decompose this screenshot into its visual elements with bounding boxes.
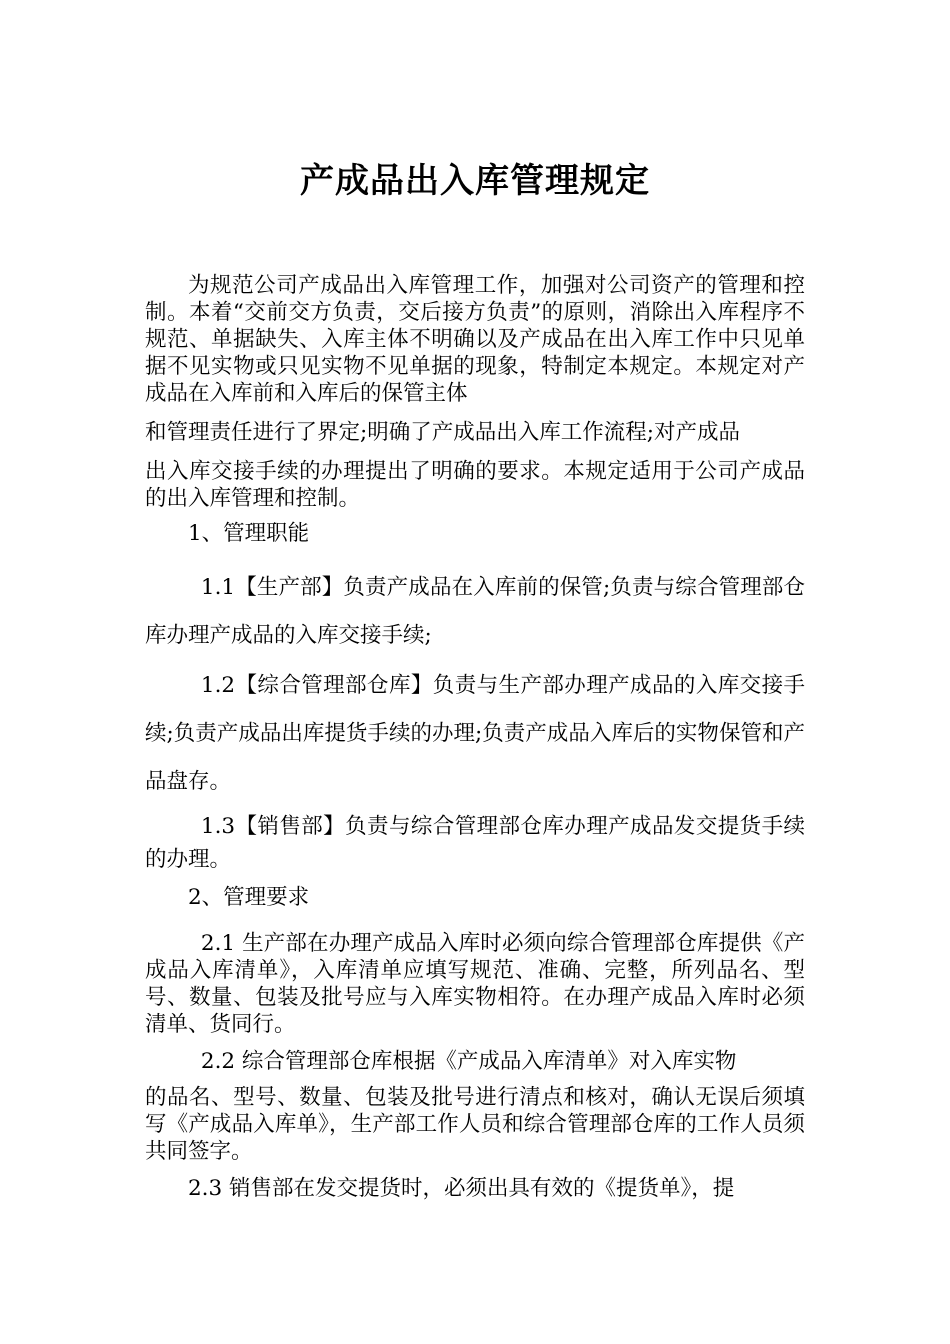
document-body bbox=[145, 272, 805, 1211]
item-1-3: 1.3【销售部】负责与综合管理部仓库办理产成品发交提货手续的办理。 bbox=[145, 814, 805, 872]
item-1-2: 1.2【综合管理部仓库】负责与生产部办理产成品的入库交接手续;负责产成品出库提货手续的办理;负责产成品入库后的实物保管和产品盘存。 bbox=[145, 673, 805, 794]
document-title: 产成品出入库管理规定 bbox=[300, 161, 650, 201]
item-1-1: 1.1【生产部】负责产成品在入库前的保管;负责与综合管理部仓库办理产成品的入库交接手续; bbox=[145, 575, 805, 648]
item-2-3: 2.3 销售部在发交提货时，必须出具有效的《提货单》，提 bbox=[188, 1176, 735, 1201]
item-2-2: 的品名、型号、数量、包装及批号进行清点和核对，确认无误后须填写《产成品入库单》，生产部工作人员和综合管理部仓库的工作人员须共同签字。 bbox=[145, 1085, 805, 1164]
intro-paragraph-3: 出入库交接手续的办理提出了明确的要求。本规定适用于公司产成品的出入库管理和控制。 bbox=[145, 459, 805, 511]
section-1-heading: 1、管理职能 bbox=[188, 521, 310, 546]
item-2-2-line-1: 2.2 综合管理部仓库根据《产成品入库清单》对入库实物 bbox=[200, 1049, 737, 1074]
section-2-heading: 2、管理要求 bbox=[188, 885, 310, 910]
intro-paragraph-2: 和管理责任进行了界定;明确了产成品出入库工作流程;对产成品 bbox=[145, 420, 740, 445]
intro-paragraph-1: 为规范公司产成品出入库管理工作，加强对公司资产的管理和控制。本着“交前交方负责，交后接方负责”的原则，消除出入库程序不规范、单据缺失、入库主体不明确以及产成品在出入库工作中只见单据不见实物或只见实物不见单据的现象，特制定本规定。本规定对产成品在入库前和入库后的保管主体 bbox=[145, 273, 805, 406]
item-2-1: 2.1 生产部在办理产成品入库时必须向综合管理部仓库提供《产成品入库清单》，入库清单应填写规范、准确、完整，所列品名、型号、数量、包装及批号应与入库实物相符。在办理产成品入库时必须清单、货同行。 bbox=[145, 931, 805, 1037]
